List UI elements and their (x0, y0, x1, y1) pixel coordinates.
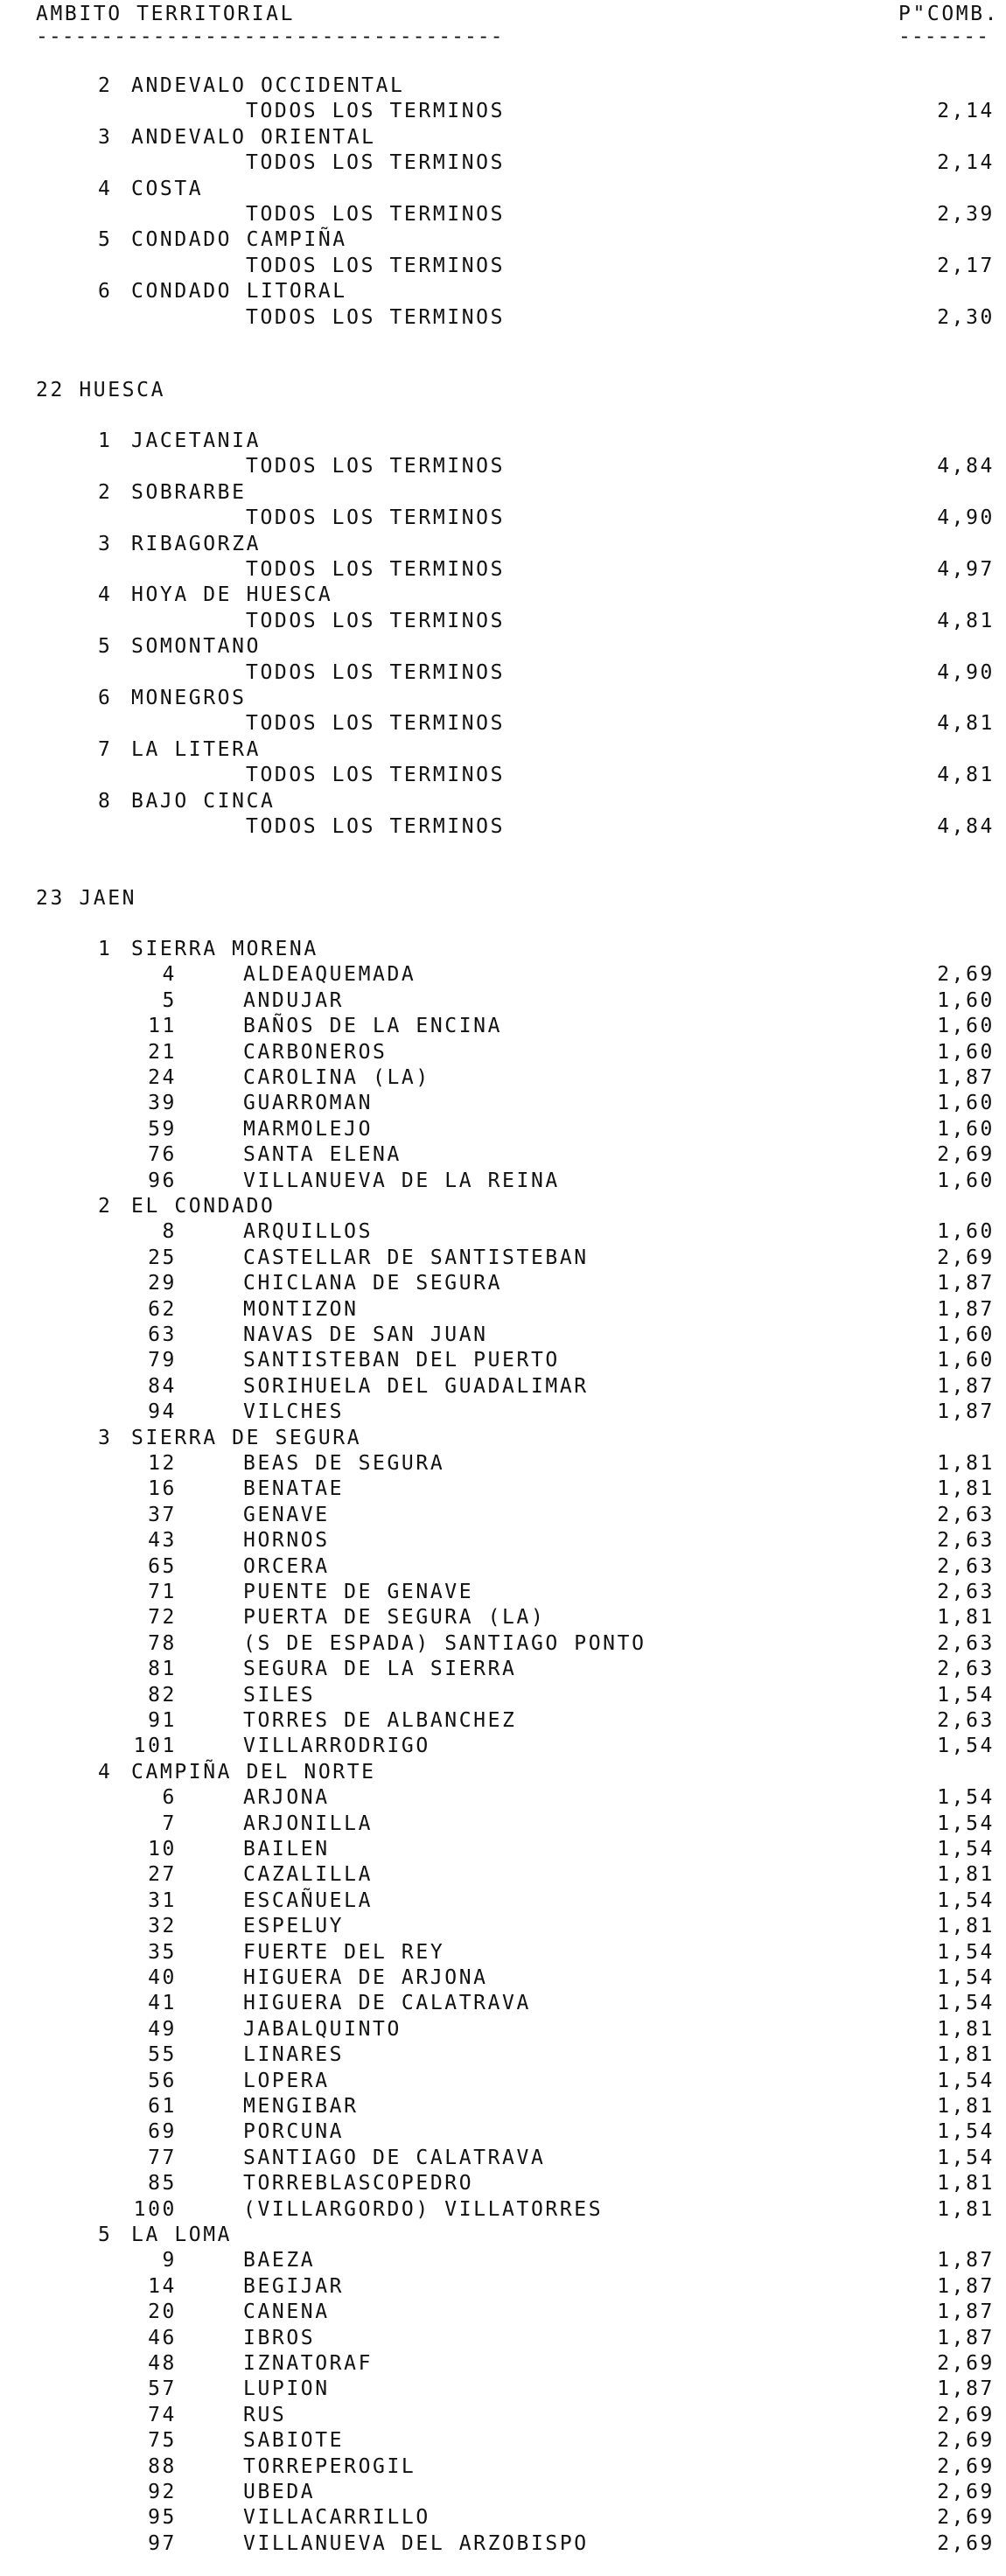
municipio-code: 75 (148, 2429, 177, 2453)
comarca-name: RIBAGORZA (131, 532, 262, 555)
comarca-number: 8 (98, 789, 113, 813)
pcomb-value: 1,87 (937, 1272, 995, 1295)
municipio-code: 11 (148, 1015, 177, 1038)
pcomb-value: 4,81 (937, 764, 995, 787)
municipio-code: 94 (148, 1400, 177, 1424)
municipio-name: RUS (243, 2403, 287, 2426)
scope-label: TODOS LOS TERMINOS (246, 100, 506, 123)
municipio-name: FUERTE DEL REY (243, 1940, 445, 1964)
municipio-name: ANDUJAR (243, 988, 345, 1012)
municipio-code: 88 (148, 2454, 177, 2478)
pcomb-value: 1,60 (937, 988, 995, 1012)
municipio-code: 14 (148, 2274, 177, 2298)
municipio-code: 61 (148, 2095, 177, 2118)
municipio-code: 43 (148, 1529, 177, 1553)
pcomb-value: 1,60 (937, 1040, 995, 1064)
municipio-name: CAROLINA (LA) (243, 1066, 430, 1089)
municipio-code: 84 (148, 1374, 177, 1398)
municipio-name: VILLANUEVA DE LA REINA (243, 1169, 560, 1192)
pcomb-value: 1,81 (937, 1606, 995, 1630)
municipio-code: 16 (148, 1477, 177, 1501)
pcomb-value: 1,54 (937, 1992, 995, 2015)
scope-label: TODOS LOS TERMINOS (246, 712, 506, 736)
municipio-name: VILCHES (243, 1400, 345, 1424)
pcomb-value: 1,87 (937, 1374, 995, 1398)
pcomb-value: 1,81 (937, 2095, 995, 2118)
municipio-name: VILLARRODRIGO (243, 1735, 430, 1758)
municipio-code: 20 (148, 2300, 177, 2324)
comarca-name: ANDEVALO ORIENTAL (131, 125, 376, 149)
pcomb-value: 1,81 (937, 2197, 995, 2221)
pcomb-value: 1,60 (937, 1349, 995, 1372)
municipio-code: 32 (148, 1915, 177, 1938)
municipio-name: HIGUERA DE ARJONA (243, 1966, 488, 1989)
municipio-name: BAILEN (243, 1838, 330, 1860)
comarca-number: 1 (98, 938, 113, 960)
pcomb-value: 1,87 (937, 2300, 995, 2324)
municipio-name: HIGUERA DE CALATRAVA (243, 1992, 531, 2015)
municipio-name: LOPERA (243, 2069, 330, 2092)
pcomb-value: 2,69 (937, 2429, 995, 2453)
pcomb-value: 4,84 (937, 815, 995, 838)
municipio-code: 62 (148, 1297, 177, 1321)
municipio-code: 76 (148, 1143, 177, 1167)
pcomb-value: 4,81 (937, 609, 995, 632)
municipio-name: ORCERA (243, 1554, 330, 1578)
municipio-code: 81 (148, 1658, 177, 1681)
scope-label: TODOS LOS TERMINOS (246, 764, 506, 787)
comarca-number: 4 (98, 1760, 113, 1784)
pcomb-value: 1,87 (937, 2249, 995, 2272)
municipio-name: BEAS DE SEGURA (243, 1452, 445, 1475)
municipio-name: IZNATORAF (243, 2352, 374, 2375)
comarca-number: 6 (98, 687, 113, 709)
pcomb-value: 1,87 (937, 2274, 995, 2298)
comarca-name: SIERRA MORENA (131, 938, 318, 960)
pcomb-value: 1,54 (937, 2120, 995, 2144)
municipio-code: 35 (148, 1940, 177, 1964)
municipio-code: 9 (162, 2249, 177, 2272)
municipio-code: 7 (162, 1812, 177, 1835)
comarca-number: 6 (98, 280, 113, 304)
municipio-code: 5 (162, 988, 177, 1012)
municipio-name: BAÑOS DE LA ENCINA (243, 1015, 503, 1038)
pcomb-value: 2,17 (937, 254, 995, 277)
municipio-code: 12 (148, 1452, 177, 1475)
municipio-name: TORREBLASCOPEDRO (243, 2172, 474, 2196)
municipio-name: (S DE ESPADA) SANTIAGO PONTO (243, 1631, 646, 1655)
municipio-name: CASTELLAR DE SANTISTEBAN (243, 1246, 589, 1269)
municipio-code: 82 (148, 1683, 177, 1707)
municipio-name: VILLANUEVA DEL ARZOBISPO (243, 2531, 589, 2555)
pcomb-value: 1,81 (937, 2172, 995, 2196)
municipio-name: (VILLARGORDO) VILLATORRES (243, 2197, 604, 2221)
municipio-code: 46 (148, 2326, 177, 2349)
pcomb-value: 1,54 (937, 1940, 995, 1964)
pcomb-value: 1,54 (937, 1735, 995, 1758)
comarca-number: 5 (98, 635, 113, 659)
municipio-name: MARMOLEJO (243, 1117, 374, 1141)
municipio-code: 39 (148, 1092, 177, 1115)
municipio-name: MONTIZON (243, 1297, 359, 1321)
comarca-name: CONDADO LITORAL (131, 280, 347, 304)
municipio-code: 37 (148, 1503, 177, 1526)
comarca-name: SOBRARBE (131, 480, 247, 504)
pcomb-value: 2,63 (937, 1503, 995, 1526)
comarca-name: MONEGROS (131, 687, 247, 709)
pcomb-value: 2,69 (937, 2403, 995, 2426)
pcomb-value: 1,81 (937, 1915, 995, 1938)
municipio-code: 65 (148, 1554, 177, 1578)
municipio-name: PUENTE DE GENAVE (243, 1581, 474, 1603)
municipio-code: 25 (148, 1246, 177, 1269)
municipio-code: 10 (148, 1838, 177, 1860)
scope-label: TODOS LOS TERMINOS (246, 455, 506, 478)
municipio-name: TORRES DE ALBANCHEZ (243, 1709, 517, 1732)
municipio-name: CHICLANA DE SEGURA (243, 1272, 503, 1295)
municipio-code: 40 (148, 1966, 177, 1989)
municipio-code: 8 (162, 1220, 177, 1244)
municipio-name: LINARES (243, 2043, 345, 2067)
pcomb-value: 2,39 (937, 203, 995, 226)
municipio-name: ESCAÑUELA (243, 1888, 374, 1912)
municipio-code: 59 (148, 1117, 177, 1141)
comarca-number: 5 (98, 228, 113, 252)
comarca-number: 3 (98, 125, 113, 149)
municipio-code: 77 (148, 2146, 177, 2169)
comarca-number: 2 (98, 1195, 113, 1218)
comarca-name: EL CONDADO (131, 1195, 276, 1218)
municipio-code: 6 (162, 1786, 177, 1810)
municipio-code: 78 (148, 1631, 177, 1655)
pcomb-value: 2,69 (937, 963, 995, 987)
pcomb-value: 1,54 (937, 2146, 995, 2169)
pcomb-value: 1,54 (937, 2069, 995, 2092)
scope-label: TODOS LOS TERMINOS (246, 815, 506, 838)
comarca-name: LA LITERA (131, 737, 262, 761)
province-title: 22 HUESCA (36, 379, 166, 401)
comarca-name: LA LOMA (131, 2223, 233, 2246)
comarca-number: 3 (98, 1426, 113, 1449)
pcomb-value: 2,30 (937, 305, 995, 329)
comarca-number: 4 (98, 583, 113, 607)
comarca-number: 2 (98, 74, 113, 97)
municipio-code: 101 (133, 1735, 177, 1758)
pcomb-value: 1,54 (937, 1838, 995, 1860)
pcomb-value: 2,69 (937, 2481, 995, 2503)
municipio-name: BENATAE (243, 1477, 345, 1501)
pcomb-value: 2,63 (937, 1554, 995, 1578)
column-header-ambito: AMBITO TERRITORIAL (36, 3, 296, 25)
pcomb-value: 2,69 (937, 2352, 995, 2375)
pcomb-value: 1,54 (937, 1812, 995, 1835)
municipio-code: 85 (148, 2172, 177, 2196)
municipio-code: 91 (148, 1709, 177, 1732)
pcomb-value: 2,14 (937, 100, 995, 123)
municipio-name: ARQUILLOS (243, 1220, 374, 1244)
municipio-name: UBEDA (243, 2481, 316, 2503)
pcomb-value: 2,14 (937, 151, 995, 175)
scope-label: TODOS LOS TERMINOS (246, 151, 506, 175)
municipio-name: VILLACARRILLO (243, 2506, 430, 2530)
municipio-code: 71 (148, 1581, 177, 1603)
comarca-number: 1 (98, 429, 113, 452)
pcomb-value: 1,60 (937, 1117, 995, 1141)
pcomb-value: 2,69 (937, 2506, 995, 2530)
pcomb-value: 1,87 (937, 1400, 995, 1424)
province-title: 23 JAEN (36, 887, 137, 910)
pcomb-value: 1,87 (937, 2326, 995, 2349)
municipio-name: ARJONA (243, 1786, 330, 1810)
municipio-code: 95 (148, 2506, 177, 2530)
pcomb-value: 1,87 (937, 1066, 995, 1089)
municipio-code: 97 (148, 2531, 177, 2555)
pcomb-value: 2,69 (937, 1143, 995, 1167)
municipio-name: SANTA ELENA (243, 1143, 402, 1167)
comarca-name: COSTA (131, 177, 204, 200)
municipio-code: 24 (148, 1066, 177, 1089)
municipio-name: PORCUNA (243, 2120, 345, 2144)
pcomb-value: 1,81 (937, 2017, 995, 2041)
municipio-name: ALDEAQUEMADA (243, 963, 416, 987)
pcomb-value: 2,69 (937, 2454, 995, 2478)
municipio-name: CARBONEROS (243, 1040, 388, 1064)
municipio-name: SANTISTEBAN DEL PUERTO (243, 1349, 560, 1372)
municipio-code: 27 (148, 1863, 177, 1887)
pcomb-value: 4,90 (937, 660, 995, 684)
municipio-code: 49 (148, 2017, 177, 2041)
comarca-name: CONDADO CAMPIÑA (131, 228, 347, 252)
pcomb-value: 1,54 (937, 1888, 995, 1912)
comarca-name: CAMPIÑA DEL NORTE (131, 1760, 376, 1784)
scope-label: TODOS LOS TERMINOS (246, 305, 506, 329)
scope-label: TODOS LOS TERMINOS (246, 660, 506, 684)
municipio-name: BAEZA (243, 2249, 316, 2272)
municipio-name: GENAVE (243, 1503, 330, 1526)
municipio-name: MENGIBAR (243, 2095, 359, 2118)
scope-label: TODOS LOS TERMINOS (246, 506, 506, 530)
pcomb-value: 1,60 (937, 1015, 995, 1038)
municipio-name: ARJONILLA (243, 1812, 374, 1835)
pcomb-value: 4,84 (937, 455, 995, 478)
municipio-code: 48 (148, 2352, 177, 2375)
pcomb-value: 4,90 (937, 506, 995, 530)
municipio-code: 57 (148, 2377, 177, 2401)
municipio-code: 96 (148, 1169, 177, 1192)
municipio-code: 69 (148, 2120, 177, 2144)
pcomb-value: 4,81 (937, 712, 995, 736)
pcomb-value: 2,63 (937, 1581, 995, 1603)
scope-label: TODOS LOS TERMINOS (246, 558, 506, 581)
municipio-code: 74 (148, 2403, 177, 2426)
pcomb-value: 1,60 (937, 1323, 995, 1346)
pcomb-value: 1,81 (937, 2043, 995, 2067)
comarca-name: SOMONTANO (131, 635, 262, 659)
municipio-name: SANTIAGO DE CALATRAVA (243, 2146, 546, 2169)
municipio-code: 21 (148, 1040, 177, 1064)
pcomb-value: 2,63 (937, 1658, 995, 1681)
pcomb-value: 1,81 (937, 1452, 995, 1475)
municipio-code: 63 (148, 1323, 177, 1346)
municipio-code: 29 (148, 1272, 177, 1295)
municipio-name: CAZALILLA (243, 1863, 374, 1887)
municipio-code: 4 (162, 963, 177, 987)
municipio-name: SORIHUELA DEL GUADALIMAR (243, 1374, 589, 1398)
municipio-name: LUPION (243, 2377, 330, 2401)
pcomb-value: 1,81 (937, 1477, 995, 1501)
pcomb-value: 2,63 (937, 1709, 995, 1732)
municipio-name: PUERTA DE SEGURA (LA) (243, 1606, 546, 1630)
comarca-name: SIERRA DE SEGURA (131, 1426, 362, 1449)
pcomb-value: 1,81 (937, 1863, 995, 1887)
header-rule-ambito: ------------------------------------ (36, 25, 504, 48)
comarca-name: BAJO CINCA (131, 789, 276, 813)
pcomb-value: 2,69 (937, 1246, 995, 1269)
municipio-name: GUARROMAN (243, 1092, 374, 1115)
municipio-name: NAVAS DE SAN JUAN (243, 1323, 488, 1346)
scope-label: TODOS LOS TERMINOS (246, 203, 506, 226)
comarca-name: JACETANIA (131, 429, 262, 452)
pcomb-value: 2,69 (937, 2531, 995, 2555)
municipio-name: SABIOTE (243, 2429, 345, 2453)
municipio-code: 55 (148, 2043, 177, 2067)
pcomb-value: 1,54 (937, 1966, 995, 1989)
pcomb-value: 1,54 (937, 1683, 995, 1707)
pcomb-value: 1,60 (937, 1092, 995, 1115)
municipio-code: 100 (133, 2197, 177, 2221)
header-rule-pcomb: ------- (898, 25, 989, 48)
municipio-name: IBROS (243, 2326, 316, 2349)
comarca-number: 3 (98, 532, 113, 555)
column-header-pcomb: P"COMB. (898, 3, 1000, 25)
pcomb-value: 2,63 (937, 1529, 995, 1553)
municipio-name: TORREPEROGIL (243, 2454, 416, 2478)
pcomb-value: 1,87 (937, 1297, 995, 1321)
comarca-number: 7 (98, 737, 113, 761)
pcomb-value: 4,97 (937, 558, 995, 581)
comarca-name: ANDEVALO OCCIDENTAL (131, 74, 405, 97)
municipio-name: HORNOS (243, 1529, 330, 1553)
municipio-name: ESPELUY (243, 1915, 345, 1938)
municipio-name: JABALQUINTO (243, 2017, 402, 2041)
municipio-name: SEGURA DE LA SIERRA (243, 1658, 517, 1681)
comarca-name: HOYA DE HUESCA (131, 583, 333, 607)
municipio-name: CANENA (243, 2300, 330, 2324)
comarca-number: 2 (98, 480, 113, 504)
municipio-code: 79 (148, 1349, 177, 1372)
pcomb-value: 2,63 (937, 1631, 995, 1655)
municipio-code: 56 (148, 2069, 177, 2092)
comarca-number: 5 (98, 2223, 113, 2246)
municipio-code: 92 (148, 2481, 177, 2503)
pcomb-value: 1,87 (937, 2377, 995, 2401)
municipio-code: 72 (148, 1606, 177, 1630)
pcomb-value: 1,60 (937, 1220, 995, 1244)
municipio-code: 31 (148, 1888, 177, 1912)
pcomb-value: 1,60 (937, 1169, 995, 1192)
municipio-name: BEGIJAR (243, 2274, 345, 2298)
scope-label: TODOS LOS TERMINOS (246, 254, 506, 277)
comarca-number: 4 (98, 177, 113, 200)
scope-label: TODOS LOS TERMINOS (246, 609, 506, 632)
municipio-name: SILES (243, 1683, 316, 1707)
municipio-code: 41 (148, 1992, 177, 2015)
pcomb-value: 1,54 (937, 1786, 995, 1810)
